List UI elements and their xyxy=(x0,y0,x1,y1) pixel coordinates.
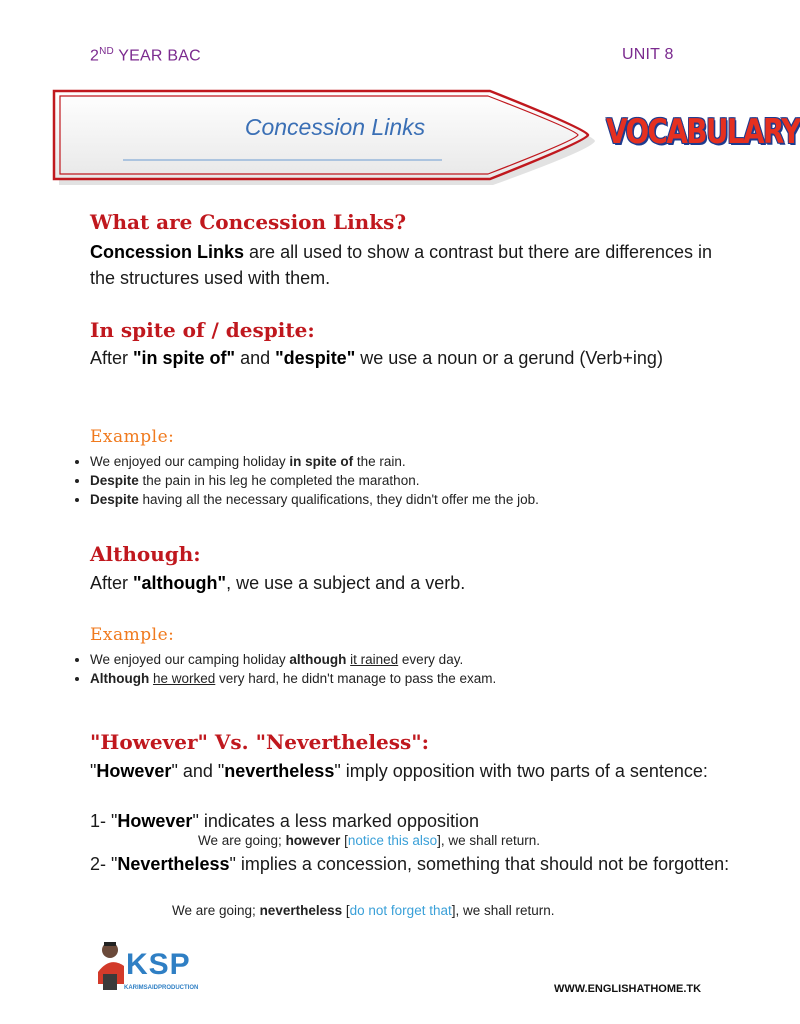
section-heading-what: What are Concession Links? xyxy=(90,210,407,234)
list-item: • We enjoyed our camping holiday in spite of the rain. xyxy=(90,452,750,471)
list-item: • We enjoyed our camping holiday although it rained every day. xyxy=(90,650,750,669)
list-item: • Despite the pain in his leg he completed the marathon. xyxy=(90,471,750,490)
example-list-despite xyxy=(64,452,750,509)
unit-label: UNIT 8 xyxy=(622,46,674,63)
website-link[interactable]: WWW.ENGLISHATHOME.TK xyxy=(554,983,702,995)
example-list-although xyxy=(64,650,750,688)
logo-text: KSP xyxy=(126,948,191,981)
nevertheless-point: 2- "Nevertheless" implies a concession, something that should not be forgotten: xyxy=(90,854,730,874)
section-heading-however: "However" Vs. "Nevertheless": xyxy=(90,730,430,754)
list-item: • Despite having all the necessary qualifications, they didn't offer me the job. xyxy=(90,490,750,509)
nevertheless-example: We are going; nevertheless [do not forget that], we shall return. xyxy=(172,903,555,918)
section-heading-although: Although: xyxy=(90,542,201,566)
list-item: • Although he worked very hard, he didn't manage to pass the exam. xyxy=(90,669,750,688)
page-title: Concession Links xyxy=(244,114,426,140)
however-example: We are going; however [notice this also], we shall return. xyxy=(198,833,540,848)
vocabulary-badge: VOCABULARY xyxy=(606,112,800,152)
section-heading-despite: In spite of / despite: xyxy=(90,318,315,342)
section-body-despite: After "in spite of" and "despite" we use a noun or a gerund (Verb+ing) xyxy=(90,348,663,368)
however-point: 1- "However" indicates a less marked opposition xyxy=(90,811,479,831)
section-body-what: Concession Links are all used to show a contrast but there are differences in the structures used with them. xyxy=(90,242,712,288)
example-label: Example: xyxy=(90,427,175,447)
year-label: 2ND YEAR BAC xyxy=(90,46,201,65)
example-label: Example: xyxy=(90,625,175,645)
logo-subtext: KARIMSAIDPRODUCTION xyxy=(124,985,199,991)
section-body-although: After "although", we use a subject and a verb. xyxy=(90,573,466,593)
section-body-however: "However" and "nevertheless" imply opposition with two parts of a sentence: xyxy=(90,761,708,781)
